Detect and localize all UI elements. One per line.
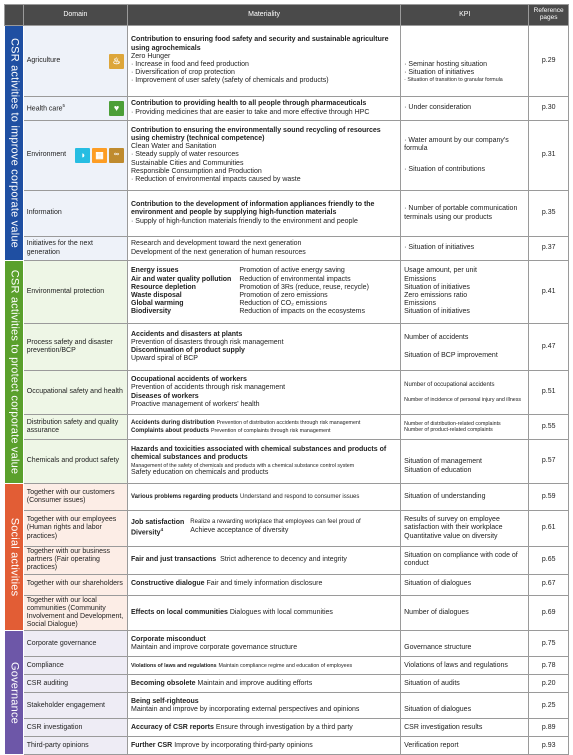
materiality-line: · Steady supply of water resources bbox=[131, 151, 239, 159]
domain-occupational-safety: Occupational safety and health bbox=[23, 371, 127, 415]
ref-page-environmental-protection[interactable]: p.41 bbox=[529, 261, 569, 324]
issue-title: Various problems regarding products bbox=[131, 493, 239, 500]
kpi-next-generation: · Situation of initiatives bbox=[401, 237, 529, 261]
section-band-social bbox=[5, 484, 24, 631]
header-materiality: Materiality bbox=[128, 5, 401, 26]
materiality-title: Hazards and toxicities associated with chemical substances and products of chemical substances and products bbox=[131, 446, 387, 462]
ref-page-csr-investigation[interactable]: p.89 bbox=[529, 719, 569, 737]
kpi-line: Results of survey on employee satisfaction with their workplace bbox=[404, 516, 503, 532]
domain-compliance: Compliance bbox=[23, 657, 127, 675]
kpi-line: Number of distribution-related complaints bbox=[404, 420, 501, 427]
sdg-6-icon: ◑ bbox=[75, 148, 90, 163]
issue-detail: Maintain and improve by incorporating external perspectives and opinions bbox=[131, 705, 360, 713]
issue-detail: Ensure through investigation by a third party bbox=[215, 723, 353, 731]
issue-title: Complaints about products bbox=[131, 428, 209, 434]
materiality-cell-customers bbox=[128, 484, 401, 511]
materiality-cell-csr-auditing bbox=[128, 675, 401, 693]
domain-process-safety: Process safety and disaster prevention/BCP bbox=[23, 324, 127, 371]
domain-corporate-governance: Corporate governance bbox=[23, 631, 127, 657]
table-row-csr-investigation bbox=[5, 719, 569, 737]
issue-title: Being self-righteous bbox=[131, 697, 199, 705]
kpi-line: Situation of education bbox=[404, 466, 472, 474]
table-row-shareholders bbox=[5, 574, 569, 595]
kpi-csr-auditing: Situation of audits bbox=[401, 675, 529, 693]
issue-detail: Achieve acceptance of diversity bbox=[190, 527, 289, 535]
materiality-line: Sustainable Cities and Communities bbox=[131, 159, 244, 167]
materiality-line: Proactive management of workers' health bbox=[131, 400, 260, 408]
ref-page-agriculture[interactable]: p.29 bbox=[529, 26, 569, 97]
materiality-cell-next-generation bbox=[128, 237, 401, 261]
issue-title: Corporate misconduct bbox=[131, 635, 206, 643]
kpi-line: Emissions bbox=[404, 275, 437, 283]
domain-stakeholder-engagement: Stakeholder engagement bbox=[23, 693, 127, 719]
materiality-line: Research and development toward the next generation bbox=[131, 240, 302, 248]
kpi-information: · Number of portable communication terminals using our products bbox=[401, 191, 529, 237]
issue-title: Biodiversity bbox=[131, 308, 172, 316]
domain-communities: Together with our local communities (Community Involvement and Development, Social Dialogue) bbox=[23, 595, 127, 631]
kpi-cell-health-care: · Under consideration bbox=[401, 97, 529, 121]
materiality-cell-third-party-opinions bbox=[128, 737, 401, 755]
domain-distribution-safety: Distribution safety and quality assurance bbox=[23, 415, 127, 440]
sdg-12-icon: ∞ bbox=[109, 148, 124, 163]
materiality-cell-corporate-governance bbox=[128, 631, 401, 657]
issue-title: Accuracy of CSR reports bbox=[131, 723, 214, 731]
issue-title: Resource depletion bbox=[131, 283, 196, 291]
kpi-cell-corporate-governance bbox=[401, 631, 529, 657]
materiality-line: Safety education on chemicals and products bbox=[131, 468, 269, 476]
kpi-shareholders: Situation of dialogues bbox=[401, 574, 529, 595]
table-row-process-safety bbox=[5, 324, 569, 371]
issue-title: Global warming bbox=[131, 300, 184, 308]
materiality-cell-compliance bbox=[128, 657, 401, 675]
kpi-line: Zero emissions ratio bbox=[404, 292, 468, 299]
materiality-title: Contribution to ensuring food safety and security and sustainable agriculture using agrochemicals bbox=[131, 36, 389, 52]
issue-detail: Understand and respond to consumer issues bbox=[239, 493, 360, 500]
domain-next-generation: Initiatives for the next generation bbox=[23, 237, 127, 261]
issue-detail: Maintain and improve auditing efforts bbox=[197, 679, 313, 687]
ref-page-employees[interactable]: p.61 bbox=[529, 511, 569, 547]
sdg-2-icon: ♨ bbox=[109, 54, 124, 69]
table-row-stakeholder-engagement bbox=[5, 693, 569, 719]
kpi-line: Governance structure bbox=[404, 643, 472, 651]
table-row-corporate-governance bbox=[5, 631, 569, 657]
header-domain: Domain bbox=[23, 5, 127, 26]
kpi-line: · Situation of contributions bbox=[404, 165, 486, 173]
csr-materiality-table-page bbox=[4, 4, 569, 749]
issue-title: Fair and just transactions bbox=[131, 556, 217, 564]
issue-title: Energy issues bbox=[131, 267, 179, 275]
kpi-cell-environmental-protection bbox=[401, 261, 529, 324]
ref-page-communities[interactable]: p.69 bbox=[529, 595, 569, 631]
section-label-governance: Governance bbox=[8, 661, 21, 724]
ref-page-customers[interactable]: p.59 bbox=[529, 484, 569, 511]
materiality-cell-agriculture bbox=[128, 26, 401, 97]
issue-detail: Promotion of zero emissions bbox=[239, 292, 328, 299]
section-band-governance bbox=[5, 631, 24, 755]
materiality-line: · Supply of high-function materials friendly to the environment and people bbox=[131, 217, 358, 225]
materiality-line: Prevention of disasters through risk management bbox=[131, 338, 284, 346]
kpi-line: Situation of initiatives bbox=[404, 308, 470, 316]
domain-shareholders: Together with our shareholders bbox=[23, 574, 127, 595]
materiality-line: · Increase in food and feed production bbox=[131, 61, 249, 68]
footnote-mark: 4 bbox=[160, 527, 164, 533]
table-row-partners bbox=[5, 547, 569, 575]
ref-page-partners[interactable]: p.65 bbox=[529, 547, 569, 575]
kpi-partners: Situation on compliance with code of conduct bbox=[401, 547, 529, 575]
header-reference-pages: Reference pages bbox=[529, 5, 569, 26]
kpi-line: Quantitative value on diversity bbox=[404, 532, 498, 540]
domain-chemicals: Chemicals and product safety bbox=[23, 440, 127, 484]
materiality-line: Responsible Consumption and Production bbox=[131, 167, 262, 175]
domain-csr-investigation: CSR investigation bbox=[23, 719, 127, 737]
table-row-compliance bbox=[5, 657, 569, 675]
table-row-information bbox=[5, 191, 569, 237]
kpi-line: Number of product-related complaints bbox=[404, 427, 493, 433]
materiality-cell-occupational-safety bbox=[128, 371, 401, 415]
domain-cell-agriculture bbox=[23, 26, 127, 97]
materiality-title: Occupational accidents of workers bbox=[131, 376, 247, 384]
issue-title: Job satisfaction bbox=[131, 519, 185, 527]
table-row-communities bbox=[5, 595, 569, 631]
materiality-line: Clean Water and Sanitation bbox=[131, 143, 217, 151]
issue-detail: Maintain and improve corporate governance structure bbox=[131, 643, 298, 651]
table-row-employees bbox=[5, 511, 569, 547]
materiality-cell-environment bbox=[128, 121, 401, 191]
issue-detail: Prevention of distribution accidents through risk management bbox=[216, 419, 361, 426]
materiality-cell-employees bbox=[128, 511, 401, 547]
sdg-11-icon: ▦ bbox=[92, 148, 107, 163]
table-row-third-party-opinions bbox=[5, 737, 569, 755]
materiality-cell-chemicals bbox=[128, 440, 401, 484]
section-label-social: Social activities bbox=[8, 517, 21, 597]
table-row-csr-auditing bbox=[5, 675, 569, 693]
domain-third-party-opinions: Third-party opinions bbox=[23, 737, 127, 755]
domain-csr-auditing: CSR auditing bbox=[23, 675, 127, 693]
materiality-line: · Improvement of user safety (safety of chemicals and products) bbox=[131, 77, 329, 85]
header-kpi: KPI bbox=[401, 5, 529, 26]
materiality-cell-environmental-protection bbox=[128, 261, 401, 324]
ref-page-distribution-safety[interactable]: p.55 bbox=[529, 415, 569, 440]
table-row-agriculture bbox=[5, 26, 569, 97]
issue-detail: Maintain compliance regime and education of employees bbox=[218, 662, 353, 669]
kpi-cell-process-safety bbox=[401, 324, 529, 371]
kpi-line: Situation of BCP improvement bbox=[404, 352, 498, 359]
table-row-health-care bbox=[5, 97, 569, 121]
materiality-cell-process-safety bbox=[128, 324, 401, 371]
kpi-line: Number of occupational accidents bbox=[404, 381, 495, 388]
ref-page-chemicals[interactable]: p.57 bbox=[529, 440, 569, 484]
kpi-cell-distribution-safety bbox=[401, 415, 529, 440]
issue-title: Violations of laws and regulations bbox=[131, 662, 217, 669]
kpi-cell-employees bbox=[401, 511, 529, 547]
issue-title: Constructive dialogue bbox=[131, 580, 205, 588]
table-row-environment bbox=[5, 121, 569, 191]
domain-partners: Together with our business partners (Fair operating practices) bbox=[23, 547, 127, 575]
kpi-communities: Number of dialogues bbox=[401, 595, 529, 631]
issue-detail: Fair and timely information disclosure bbox=[206, 580, 323, 588]
materiality-cell-distribution-safety bbox=[128, 415, 401, 440]
materiality-title: Accidents and disasters at plants bbox=[131, 330, 243, 338]
ref-page-health-care[interactable]: p.30 bbox=[529, 97, 569, 121]
issue-title: Becoming obsolete bbox=[131, 679, 196, 687]
materiality-line: Prevention of accidents through risk management bbox=[131, 384, 286, 392]
ref-page-csr-auditing[interactable]: p.20 bbox=[529, 675, 569, 693]
materiality-cell-stakeholder-engagement bbox=[128, 693, 401, 719]
domain-employees: Together with our employees (Human rights and labor practices) bbox=[23, 511, 127, 547]
domain-information: Information bbox=[23, 191, 127, 237]
domain-health-care-label: Health care bbox=[26, 105, 63, 113]
materiality-cell-csr-investigation bbox=[128, 719, 401, 737]
table-row-occupational-safety bbox=[5, 371, 569, 415]
domain-health-care bbox=[27, 103, 65, 114]
issue-title: Effects on local communities bbox=[131, 608, 228, 616]
materiality-line: Upward spiral of BCP bbox=[131, 355, 198, 363]
ref-page-third-party-opinions[interactable]: p.93 bbox=[529, 737, 569, 755]
materiality-line: · Diversification of crop protection bbox=[131, 69, 235, 77]
ref-page-stakeholder-engagement[interactable]: p.25 bbox=[529, 693, 569, 719]
issue-title: Air and water quality pollution bbox=[131, 275, 232, 283]
issue-detail: Realize a rewarding workplace that employees can feel proud of bbox=[190, 519, 361, 526]
table-row-distribution-safety bbox=[5, 415, 569, 440]
materiality-line: Management of the safety of chemicals and products with a chemical substance control system bbox=[131, 462, 355, 469]
kpi-line: Number of incidence of personal injury and illness bbox=[404, 396, 522, 403]
materiality-title: Diseases of workers bbox=[131, 392, 199, 400]
section-band-improve bbox=[5, 26, 24, 261]
materiality-cell-partners bbox=[128, 547, 401, 575]
domain-environmental-protection: Environmental protection bbox=[23, 261, 127, 324]
issue-title: Further CSR bbox=[131, 741, 173, 749]
kpi-cell-environment bbox=[401, 121, 529, 191]
issue-detail: Reduction of CO₂ emissions bbox=[239, 300, 327, 308]
issue-detail: Prevention of complaints through risk management bbox=[210, 428, 331, 434]
csr-materiality-table bbox=[4, 4, 569, 755]
materiality-title: Contribution to the development of information appliances friendly to the environment and people by supplying high-function materials bbox=[131, 201, 375, 217]
table-row-customers bbox=[5, 484, 569, 511]
ref-page-corporate-governance[interactable]: p.75 bbox=[529, 631, 569, 657]
kpi-cell-agriculture bbox=[401, 26, 529, 97]
issue-title: Diversity bbox=[131, 529, 161, 537]
domain-cell-environment bbox=[23, 121, 127, 191]
materiality-title: Discontinuation of product supply bbox=[131, 347, 245, 354]
materiality-cell-health-care bbox=[128, 97, 401, 121]
kpi-csr-investigation: CSR investigation results bbox=[401, 719, 529, 737]
issue-detail: Reduction of environmental impacts bbox=[239, 275, 351, 283]
issue-detail: Improve by incorporating third-party opinions bbox=[174, 741, 313, 749]
issue-title: Waste disposal bbox=[131, 292, 182, 299]
issue-detail: Reduction of impacts on the ecosystems bbox=[239, 308, 366, 316]
kpi-line: Number of accidents bbox=[404, 333, 469, 341]
header-blank bbox=[5, 5, 24, 26]
materiality-line: · Reduction of environmental impacts caused by waste bbox=[131, 175, 301, 183]
ref-page-environment[interactable]: p.31 bbox=[529, 121, 569, 191]
domain-agriculture: Agriculture bbox=[26, 56, 61, 64]
materiality-cell-communities bbox=[128, 595, 401, 631]
issue-title: Accidents during distribution bbox=[131, 419, 215, 426]
kpi-customers: Situation of understanding bbox=[401, 484, 529, 511]
domain-environment: Environment bbox=[26, 151, 67, 159]
table-header-row bbox=[5, 5, 569, 26]
domain-customers: Together with our customers (Consumer issues) bbox=[23, 484, 127, 511]
section-band-protect bbox=[5, 261, 24, 484]
kpi-cell-stakeholder-engagement bbox=[401, 693, 529, 719]
kpi-compliance: Violations of laws and regulations bbox=[401, 657, 529, 675]
kpi-line: · Water amount by our company's formula bbox=[404, 137, 509, 153]
materiality-line: · Providing medicines that are easier to take and more effective through HPC bbox=[131, 108, 370, 116]
issue-detail: Promotion of 3Rs (reduce, reuse, recycle) bbox=[239, 283, 369, 291]
kpi-third-party-opinions: Verification report bbox=[401, 737, 529, 755]
kpi-line: Situation of dialogues bbox=[404, 705, 472, 713]
table-row-next-generation bbox=[5, 237, 569, 261]
kpi-line: Situation of management bbox=[404, 458, 482, 466]
kpi-cell-occupational-safety bbox=[401, 371, 529, 415]
kpi-line: Emissions bbox=[404, 300, 437, 308]
section-label-improve: CSR activities to improve corporate value bbox=[8, 38, 21, 248]
materiality-cell-information bbox=[128, 191, 401, 237]
issue-detail: Dialogues with local communities bbox=[229, 608, 333, 616]
domain-cell-health-care bbox=[23, 97, 127, 121]
materiality-line: Development of the next generation of human resources bbox=[131, 248, 306, 256]
footnote-mark: 5 bbox=[62, 103, 66, 109]
kpi-line: · Situation of initiatives bbox=[404, 68, 475, 76]
kpi-line: Usage amount, per unit bbox=[404, 267, 477, 275]
table-row-environmental-protection bbox=[5, 261, 569, 324]
issue-detail: Strict adherence to decency and integrity bbox=[220, 556, 347, 564]
materiality-title: Contribution to ensuring the environmentally sound recycling of resources using chemistry (technical competence) bbox=[131, 126, 381, 143]
sdg-3-icon: ♥ bbox=[109, 101, 124, 116]
ref-page-information[interactable]: p.35 bbox=[529, 191, 569, 237]
materiality-line: Zero Hunger bbox=[131, 52, 171, 60]
kpi-line: Situation of initiatives bbox=[404, 283, 470, 291]
table-row-chemicals bbox=[5, 440, 569, 484]
ref-page-next-generation[interactable]: p.37 bbox=[529, 237, 569, 261]
ref-page-shareholders[interactable]: p.67 bbox=[529, 574, 569, 595]
ref-page-process-safety[interactable]: p.47 bbox=[529, 324, 569, 371]
kpi-line: · Seminar hosting situation bbox=[404, 60, 488, 68]
ref-page-occupational-safety[interactable]: p.51 bbox=[529, 371, 569, 415]
materiality-cell-shareholders bbox=[128, 574, 401, 595]
materiality-title: Contribution to providing health to all people through pharmaceuticals bbox=[131, 100, 367, 108]
section-label-protect: CSR activities to protect corporate value bbox=[8, 269, 21, 475]
kpi-line: · Situation of transition to granular formula bbox=[404, 77, 503, 84]
issue-detail: Promotion of active energy saving bbox=[239, 267, 345, 275]
kpi-cell-chemicals bbox=[401, 440, 529, 484]
ref-page-compliance[interactable]: p.78 bbox=[529, 657, 569, 675]
